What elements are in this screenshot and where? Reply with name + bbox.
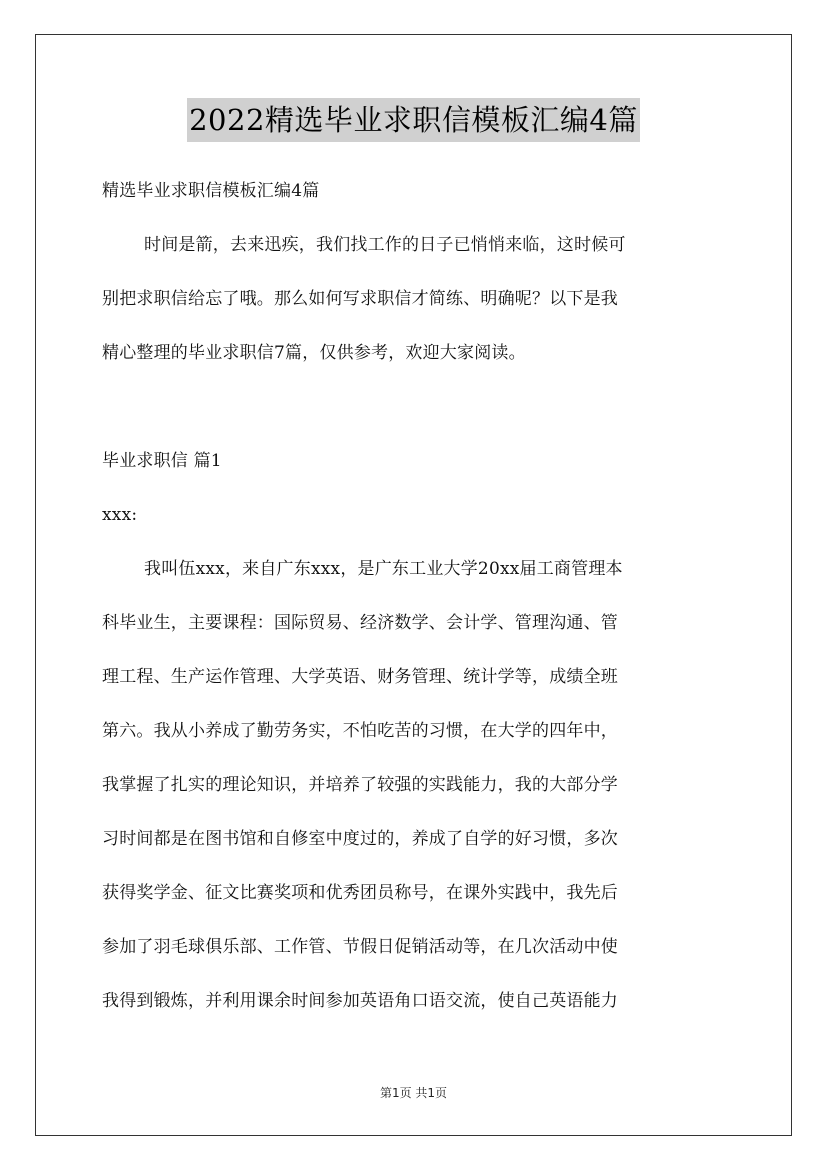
body-line: 习时间都是在图书馆和自修室中度过的，养成了自学的好习惯，多次 [102, 829, 618, 849]
intro-line: 时间是箭，去来迅疾，我们找工作的日子已悄悄来临，这时候可 [144, 235, 626, 255]
body-line: 我得到锻炼，并利用课余时间参加英语角口语交流，使自己英语能力 [102, 991, 618, 1011]
section-heading: 毕业求职信 篇1 [102, 451, 222, 471]
intro-line: 别把求职信给忘了哦。那么如何写求职信才简练、明确呢？以下是我 [102, 289, 618, 309]
salutation: xxx: [102, 505, 138, 525]
body-line: 科毕业生，主要课程：国际贸易、经济数学、会计学、管理沟通、管 [102, 613, 618, 633]
body-line: 第六。我从小养成了勤劳务实，不怕吃苦的习惯，在大学的四年中， [102, 721, 618, 741]
document-body [102, 178, 728, 1015]
page-title: 2022精选毕业求职信模板汇编4篇 [187, 98, 640, 142]
title-container [0, 98, 827, 142]
subtitle: 精选毕业求职信模板汇编4篇 [102, 181, 320, 201]
body-line: 理工程、生产运作管理、大学英语、财务管理、统计学等，成绩全班 [102, 667, 618, 687]
intro-line: 精心整理的毕业求职信7篇，仅供参考，欢迎大家阅读。 [102, 343, 526, 363]
body-line: 参加了羽毛球俱乐部、工作管、节假日促销活动等，在几次活动中使 [102, 937, 618, 957]
body-line: 获得奖学金、征文比赛奖项和优秀团员称号，在课外实践中，我先后 [102, 883, 618, 903]
body-line: 我叫伍xxx，来自广东xxx，是广东工业大学20xx届工商管理本 [144, 559, 623, 579]
body-line: 我掌握了扎实的理论知识，并培养了较强的实践能力，我的大部分学 [102, 775, 618, 795]
page-footer: 第1页 共1页 [379, 1086, 448, 1100]
